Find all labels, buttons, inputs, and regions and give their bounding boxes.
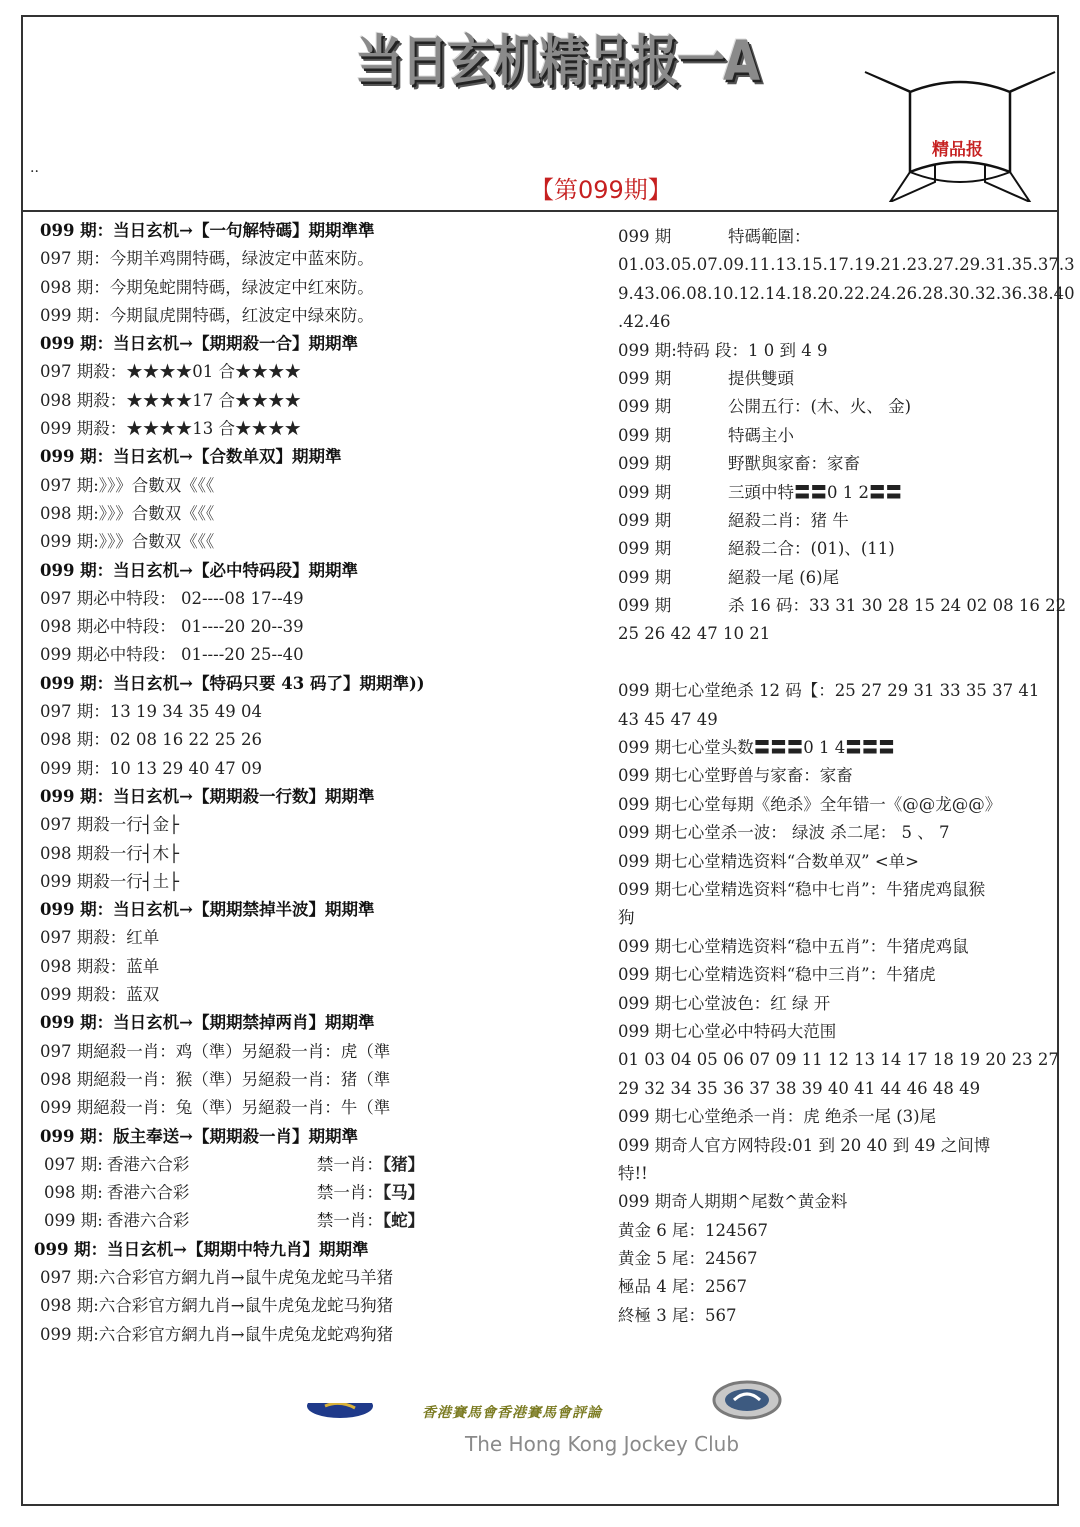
data-line: 098 期絕殺一肖：猴（準）另絕殺一肖：猪（準 (40, 1069, 391, 1089)
data-line (618, 819, 1043, 847)
period-label: 099 期 (618, 567, 672, 587)
data-line (618, 564, 1043, 592)
left-column (34, 217, 600, 1349)
data-line: 097 期：13 19 34 35 49 04 (40, 702, 262, 722)
data-line: 098 期殺：蓝单 (40, 956, 160, 976)
data-line (618, 365, 1043, 393)
data-line (618, 1302, 1043, 1330)
ban-label: 禁一肖： (316, 1211, 383, 1231)
line-text: 01.03.05.07.09.11.13.15.17.19.21.23.27.29.31.35.37.3 (618, 255, 1075, 275)
data-line (618, 507, 1043, 535)
data-line (618, 990, 1043, 1018)
data-line: 099 期必中特段： 01----20 25--40 (40, 645, 304, 665)
line-text: 公開五行：(木、火、 金) (728, 397, 912, 417)
period-label: 099 期 (618, 397, 672, 417)
spacer (618, 649, 1043, 677)
line-text: 絕殺一尾 (6)尾 (728, 567, 840, 587)
line-text: 099 期七心堂精选资料“稳中七肖”：牛猪虎鸡鼠猴 (618, 879, 986, 899)
ban-row (40, 1207, 600, 1235)
page-title: 当日玄机精品报一A (355, 29, 759, 94)
data-line (618, 848, 1043, 876)
data-line (618, 620, 1043, 648)
ban-period: 097 期: (44, 1154, 103, 1174)
line-text: 極品 4 尾：2567 (618, 1277, 747, 1297)
line-text: 099 期七心堂杀一波： 绿波 杀二尾： 5 、 7 (618, 823, 950, 843)
jockey-emblem-icon (305, 1398, 375, 1422)
data-line (618, 1188, 1043, 1216)
period-label: 099 期 (618, 227, 672, 246)
data-line: 099 期:》》》合數双《《《 (40, 532, 215, 552)
data-line (618, 479, 1043, 507)
ban-value: 【蛇】 (382, 1211, 425, 1231)
data-line (618, 762, 1043, 790)
section-heading: 099 期：当日玄机→【期期中特九肖】期期準 (34, 1239, 369, 1259)
data-line (618, 535, 1043, 563)
section-heading: 099 期：当日玄机→【期期禁掉半波】期期準 (40, 900, 375, 920)
section-heading: 099 期：当日玄机→【必中特码段】期期準 (40, 560, 359, 580)
line-text: 特!! (618, 1163, 648, 1183)
data-line (618, 280, 1075, 308)
line-text: 三頭中特〓〓0 1 2〓〓 (728, 482, 902, 502)
decor-dots: .. (30, 160, 39, 176)
line-text: 特碼範圍： (728, 227, 811, 246)
data-line: 099 期：10 13 29 40 47 09 (40, 758, 262, 778)
period-label: 099 期 (618, 425, 672, 445)
ban-source: 香港六合彩 (106, 1211, 190, 1231)
section-heading: 099 期：当日玄机→【期期殺一合】期期準 (40, 334, 359, 354)
period-label: 099 期 (618, 539, 672, 559)
club-seal-icon (712, 1380, 782, 1420)
period-label: 099 期 (618, 454, 672, 474)
line-text: 絕殺二合：(01)、(11) (728, 539, 895, 559)
data-line (618, 223, 1043, 251)
data-line (618, 1217, 1043, 1245)
data-line (618, 961, 1043, 989)
period-label: 099 期 (618, 368, 672, 388)
ban-period: 098 期: (44, 1183, 103, 1203)
line-text: 099 期七心堂精选资料“稳中五肖”：牛猪虎鸡鼠 (618, 936, 969, 956)
ban-period: 099 期: (44, 1211, 103, 1231)
ban-label: 禁一肖： (316, 1154, 383, 1174)
line-text: 杀 16 码：33 31 30 28 15 24 02 08 16 22 (728, 596, 1067, 616)
data-line: 097 期絕殺一肖：鸡（準）另絕殺一肖：虎（準 (40, 1041, 391, 1061)
ban-label: 禁一肖： (316, 1183, 383, 1203)
line-text: 099 期七心堂精选资料“合数单双” <单> (618, 851, 920, 871)
ban-value: 【马】 (382, 1183, 425, 1203)
line-text: 099 期:特码 段：1 0 到 4 9 (618, 340, 828, 360)
data-line (618, 337, 1043, 365)
data-line: 099 期:六合彩官方網九肖→鼠牛虎兔龙蛇鸡狗猪 (40, 1324, 394, 1344)
line-text: 絕殺二肖：猪 牛 (728, 510, 849, 530)
data-line (618, 592, 1067, 620)
footer-club-name: The Hong Kong Jockey Club (465, 1432, 740, 1456)
period-label: 099 期 (618, 482, 672, 502)
data-line (618, 1103, 1043, 1131)
data-line: 098 期：今期兔蛇開特碼，绿波定中红來防。 (40, 277, 374, 297)
line-text: 25 26 42 47 10 21 (618, 624, 771, 644)
data-line (618, 734, 1043, 762)
issue-number: 【第099期】 (530, 176, 672, 204)
footer-chinese-caption: 香港賽馬會香港賽馬會評論 (422, 1405, 602, 1421)
data-line: 098 期必中特段： 01----20 20--39 (40, 617, 304, 637)
ban-row (40, 1151, 600, 1179)
data-line (618, 251, 1075, 279)
line-text: 提供雙頭 (728, 368, 794, 388)
line-text: 099 期七心堂头数〓〓〓0 1 4〓〓〓 (618, 738, 895, 758)
line-text: 099 期七心堂精选资料“稳中三肖”：牛猪虎 (618, 965, 936, 985)
data-line (618, 791, 1043, 819)
data-line: 099 期絕殺一肖：兔（準）另絕殺一肖：牛（準 (40, 1098, 391, 1118)
badge-label: 精品报 (932, 140, 983, 160)
header-divider (21, 210, 1059, 212)
line-text: 099 期七心堂波色：红 绿 开 (618, 993, 831, 1013)
line-text: 特碼主小 (728, 425, 794, 445)
data-line: 097 期殺：红单 (40, 928, 160, 948)
data-line: 097 期必中特段： 02----08 17--49 (40, 588, 304, 608)
line-text: 29 32 34 35 36 37 38 39 40 41 44 46 48 49 (618, 1078, 981, 1098)
line-text: 野獸與家畜：家畜 (728, 454, 860, 474)
data-line: 098 期：02 08 16 22 25 26 (40, 730, 262, 750)
data-line: 099 期殺：★★★★13 合★★★★ (40, 419, 301, 439)
data-line (618, 1273, 1043, 1301)
ban-source: 香港六合彩 (106, 1183, 190, 1203)
data-line: 098 期殺：★★★★17 合★★★★ (40, 390, 301, 410)
data-line (618, 1132, 1043, 1160)
data-line (618, 393, 1043, 421)
line-text: 099 期七心堂必中特码大范围 (618, 1021, 837, 1041)
data-line (618, 1075, 1043, 1103)
section-heading: 099 期：当日玄机→【期期禁掉两肖】期期準 (40, 1013, 375, 1033)
line-text: .42.46 (618, 312, 671, 332)
line-text: 終極 3 尾：567 (618, 1305, 737, 1325)
data-line: 097 期殺一行┤金├ (40, 815, 180, 835)
data-line (618, 1160, 1043, 1188)
line-text: 9.43.06.08.10.12.14.18.20.22.24.26.28.30.32.36.38.40 (618, 283, 1075, 303)
data-line (618, 904, 1043, 932)
line-text: 狗 (618, 908, 635, 928)
right-column (618, 223, 1075, 1330)
data-line (618, 450, 1043, 478)
line-text: 099 期七心堂绝杀一肖：虎 绝杀一尾 (3)尾 (618, 1107, 937, 1127)
data-line (618, 308, 1043, 336)
data-line: 098 期殺一行┤木├ (40, 843, 180, 863)
data-line: 097 期殺：★★★★01 合★★★★ (40, 362, 301, 382)
ban-value: 【猪】 (382, 1154, 425, 1174)
ban-row (40, 1179, 600, 1207)
data-line: 097 期:》》》合數双《《《 (40, 475, 215, 495)
data-line: 097 期:六合彩官方網九肖→鼠牛虎兔龙蛇马羊猪 (40, 1267, 394, 1287)
section-heading: 099 期：当日玄机→【期期殺一行数】期期準 (40, 786, 375, 806)
period-label: 099 期 (618, 596, 672, 616)
data-line: 099 期殺一行┤土├ (40, 871, 180, 891)
data-line (618, 422, 1043, 450)
data-line: 097 期：今期羊鸡開特碼，绿波定中蓝來防。 (40, 249, 374, 269)
section-heading: 099 期：当日玄机→【特码只要 43 码了】期期準)) (40, 673, 425, 693)
line-text: 黄金 6 尾：124567 (618, 1220, 768, 1240)
period-label: 099 期 (618, 510, 672, 530)
data-line (618, 1046, 1059, 1074)
data-line: 098 期:六合彩官方網九肖→鼠牛虎兔龙蛇马狗猪 (40, 1296, 394, 1316)
data-line (618, 706, 1043, 734)
section-heading: 099 期：当日玄机→【合数单双】期期準 (40, 447, 342, 467)
line-text: 黄金 5 尾：24567 (618, 1249, 758, 1269)
data-line: 099 期殺：蓝双 (40, 985, 160, 1005)
data-line (618, 933, 1043, 961)
line-text: 43 45 47 49 (618, 709, 718, 729)
data-line (618, 1245, 1043, 1273)
ban-source: 香港六合彩 (106, 1154, 190, 1174)
line-text: 099 期奇人期期^尾数^黄金料 (618, 1192, 848, 1212)
line-text: 099 期奇人官方网特段:01 到 20 40 到 49 之间博 (618, 1135, 991, 1155)
line-text: 099 期七心堂每期《绝杀》全年错一《@@龙@@》 (618, 794, 1002, 814)
data-line (618, 876, 1043, 904)
data-line: 099 期：今期鼠虎開特碼，红波定中绿來防。 (40, 305, 374, 325)
line-text: 01 03 04 05 06 07 09 11 12 13 14 17 18 19 20 23 27 (618, 1050, 1059, 1070)
data-line (618, 677, 1043, 705)
banner-ribbon-icon (860, 62, 1060, 202)
line-text: 099 期七心堂绝杀 12 码【：25 27 29 31 33 35 37 41 (618, 681, 1040, 701)
section-heading: 099 期：当日玄机→【一句解特碼】期期準準 (40, 221, 375, 240)
line-text: 099 期七心堂野兽与家畜：家畜 (618, 766, 853, 786)
data-line: 098 期:》》》合數双《《《 (40, 503, 215, 523)
section-heading: 099 期：版主奉送→【期期殺一肖】期期準 (40, 1126, 359, 1146)
data-line (618, 1018, 1043, 1046)
